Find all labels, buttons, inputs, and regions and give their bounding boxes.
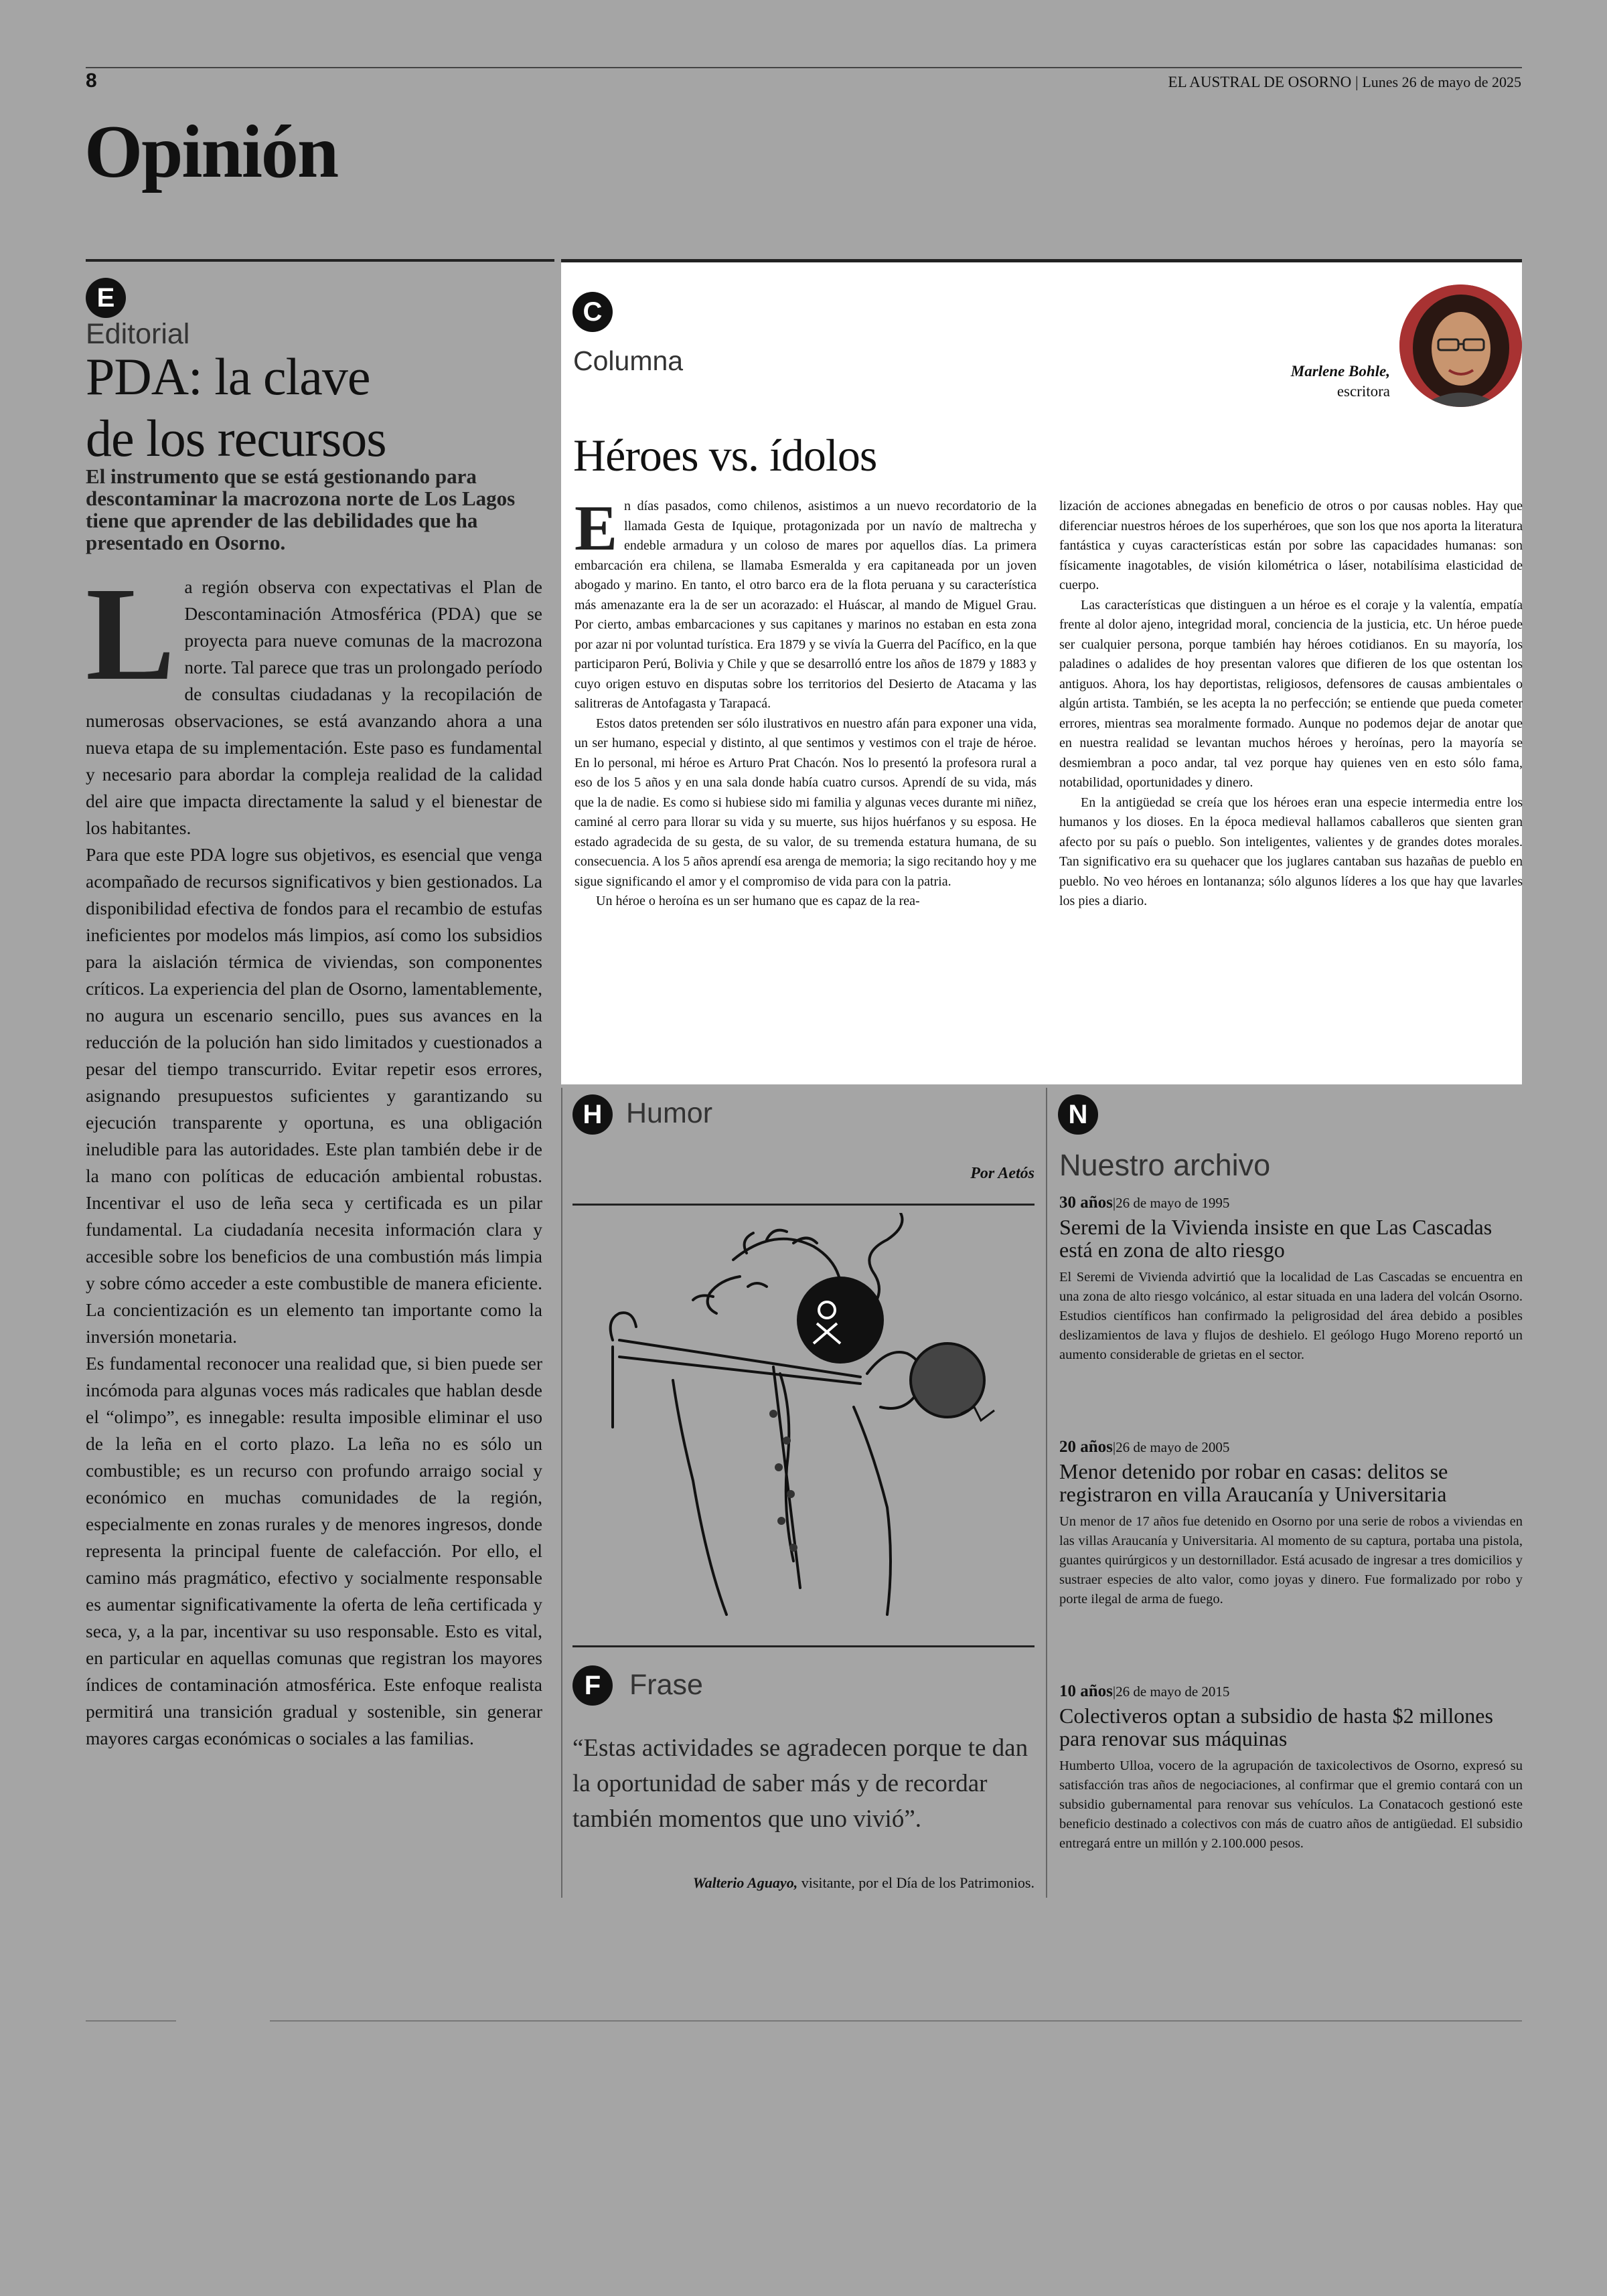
editorial-top-rule bbox=[86, 259, 554, 262]
column-author bbox=[1152, 361, 1390, 402]
editorial-title-line1: PDA: la clave bbox=[86, 347, 370, 406]
frase-top-rule bbox=[572, 1645, 1035, 1647]
archive-item-body bbox=[1059, 1268, 1523, 1365]
editorial-paragraph-2: Para que este PDA logre sus objetivos, es esencial que venga acompañado de recursos significativos y bien gestionados. La disponibilidad efectiva de fondos para el recambio de estufas ineficientes por modelos más limpios, así como los subsidios para la aislación térmica de viviendas, son componentes críticos. La experiencia del plan de Osorno, lamentablemente, no augura un escenario sencillo, pues sus avances en la reducción de la polución han sido limitados y cuestionados a pesar del tiempo transcurrido. Evitar repetir esos errores, asignando presupuestos suficientes y garantizando su ejecución transparente y oportuna, es una obligación ineludible para las autoridades. Este plan también debe ir de la mano con políticas de educación ambiental robustas. Incentivar el uso de leña seca y certificada es un pilar fundamental. La ciudadanía necesita información clara y accesible sobre los beneficios de una combustión más limpia y sobre cómo acceder a este combustible de manera eficiente. La concientización es un elemento tan importante como la inversión monetaria. bbox=[86, 844, 542, 1347]
archive-item-dateline bbox=[1059, 1192, 1523, 1214]
cartoon-slingshot-icon bbox=[572, 1213, 1035, 1621]
column-kicker: Columna bbox=[573, 345, 684, 376]
archive-item-headline: Colectiveros optan a subsidio de hasta $2 millones para renovar sus máquinas bbox=[1059, 1704, 1493, 1750]
column-right-paragraph-1: lización de acciones abnegadas en beneficio de otros o por causas nobles. Hay que diferenciar nuestros héroes de los superhéroes, que son los que nos aporta la literatura fantástica y cuyas características están por sobre las capacidades humanas: son físicamente inagotables, de visión kilométrica o láser, notabilísima elasticidad de cuerpo. bbox=[1059, 499, 1523, 592]
archive-item-years: 30 años bbox=[1059, 1194, 1113, 1212]
humor-rule bbox=[572, 1204, 1035, 1206]
editorial-dropcap: L bbox=[86, 560, 175, 708]
archive-item-years: 20 años bbox=[1059, 1438, 1113, 1456]
masthead-separator: | bbox=[1355, 74, 1359, 90]
masthead-line bbox=[1168, 74, 1521, 91]
footer-rule-left bbox=[86, 2020, 176, 2022]
humor-badge: H bbox=[572, 1094, 613, 1135]
archive-item-dateline bbox=[1059, 1436, 1523, 1459]
archive-item-headline: Seremi de la Vivienda insiste en que Las Cascadas está en zona de alto riesgo bbox=[1059, 1215, 1493, 1262]
column-left-paragraph-2: Estos datos pretenden ser sólo ilustrativos en nuestro afán para exponer una vida, un ser humano, especial y distinto, al que sentimos y vestimos con el traje de héroe. En lo personal, mi héroe es Arturo Prat Chacón. Nos lo presentó la profesora rural a eso de los 5 años y en una sala donde había cuatro cursos. Aprendí de su vida, más que la de nadie. Es como si hubiese sido mi familia y algunas veces durante mi niñez, caminé al cerro para llorar su vida y su muerte, sus hijos huérfanos y su esposa. He estado agradecida de su gesta, de su valor, de su tremenda estatura humana, de su consecuencia. A los 5 años aprendí esa arenga de memoria; la sigo recitando hoy y me sigue significando el amor y el compromiso de vida para con la patria. bbox=[575, 716, 1037, 889]
frase-attribution-rest: visitante, por el Día de los Patrimonios. bbox=[797, 1874, 1035, 1891]
column-dropcap: E bbox=[575, 492, 618, 564]
cartoon-illustration bbox=[572, 1213, 1035, 1621]
frase-quote: “Estas actividades se agradecen porque te dan la oportunidad de saber más y de recordar también momentos que uno vivió”. bbox=[572, 1734, 1028, 1833]
archive-item-headline: Menor detenido por robar en casas: delitos se registraron en villa Araucanía y Universitaria bbox=[1059, 1459, 1448, 1506]
column-title: Héroes vs. ídolos bbox=[573, 430, 877, 481]
editorial-badge: E bbox=[86, 278, 126, 318]
column-right-paragraph-3: En la antigüedad se creía que los héroes eran una especie intermedia entre los humanos y los dioses. En la época medieval hallamos caballeros que sienten gran afecto por su país o pueblo. Son inteligentes, valientes y de grandes dotes morales. Tan significativo era su quehacer que los juglares cantaban sus hazañas de pueblo en pueblo. No veo héroes en lontananza; sólo algunos líderes a los que hay que lavarles los pies a diario. bbox=[1059, 795, 1523, 908]
column-author-name: Marlene Bohle, bbox=[1290, 363, 1390, 380]
archive-item-date: |26 de mayo de 2015 bbox=[1112, 1684, 1230, 1700]
editorial-deck: El instrumento que se está gestionando para descontaminar la macrozona norte de Los Lagos tiene que aprender de las debilidades que ha presentado en Osorno. bbox=[86, 465, 516, 554]
author-photo-icon bbox=[1399, 284, 1522, 407]
frase-attribution bbox=[572, 1874, 1035, 1892]
divider-vertical-left bbox=[561, 1088, 562, 1898]
archive-item-body bbox=[1059, 1756, 1523, 1854]
frase-kicker: Frase bbox=[629, 1669, 703, 1701]
archive-kicker: Nuestro archivo bbox=[1059, 1148, 1271, 1182]
column-left-text bbox=[575, 492, 1037, 912]
editorial-paragraph-3: Es fundamental reconocer una realidad que, si bien puede ser incómoda para algunas voces más radicales que hablan desde el “olimpo”, es innegable: resulta imposible eliminar el uso de la leña en el corto plazo. La leña no es sólo un combustible; es un recurso con profundo arraigo social y económico en muchas comunidades de la región, especialmente en zonas rurales y de menores ingresos, donde representa la principal fuente de calefacción. Por ello, el camino más pragmático, efectivo y socialmente responsable es aumentar significativamente la oferta de leña certificada y seca, y, a la par, incentivar su uso responsable. Esto es vital, en particular en aquellas comunas que registran los mayores índices de contaminación atmosférica. Este enfoque realista permitirá una transición gradual y sostenible, sin generar mayores cargas económicas o sociales a las familias. bbox=[86, 1353, 542, 1748]
humor-credit: Por Aetós bbox=[970, 1165, 1035, 1182]
archive-item bbox=[1059, 1436, 1523, 1609]
column-right-paragraph-2: Las características que distinguen a un héroe es el coraje y la valentía, empatía frente al dolor ajeno, integridad moral, conciencia de la justicia, etc. Un héroe puede ser cualquier persona, porque también hay héroes cotidianos. En su mayoría, los paladines o adalides de hoy presentan valores que difieren de los que ostentan los antiguos. Ahora, los hay deportistas, religiosos, defensores de causas ambientales o algún artista. También, se les acepta la no perfección; se entiende que pueda cometer errores, mientras sea moralmente formado. Aunque no podemos dejar de anotar que en nuestra realidad se levantan muchos héroes y heroínas, pero la mayoría se desmiembran a poco andar, tal vez porque hay quienes ven en esto sólo fama, notabilidad, oportunidades y dinero. bbox=[1059, 597, 1523, 790]
column-left-paragraph-1: n días pasados, como chilenos, asistimos a un nuevo recordatorio de la llamada Gesta de Iquique, protagonizada por un navío de maltrecha y endeble armadura y un coloso de mares por aquellos días. La primera embarcación era chilena, se llamaba Esmeralda y era capitaneada por un joven abogado y marino. En tanto, el otro barco era de la flota peruana y su característica más amenazante era la de ser un acorazado: el Huáscar, al mando de Miguel Grau. Por cierto, ambas embarcaciones y sus capitanes y marinos no estaban en esta zona por azar ni por voluntad turística. Era 1879 y se vivía la Guerra del Pacífico, en la que participaron Perú, Bolivia y Chile y que se desarrolló entre los años de 1879 y 1883 y cuyo origen estuvo en disputas sobre los territorios del Desierto de Atacama y las salitreras de Antofagasta y Tarapacá. bbox=[575, 499, 1037, 711]
column-top-rule bbox=[561, 259, 1522, 262]
humor-kicker: Humor bbox=[626, 1097, 713, 1129]
masthead: EL AUSTRAL DE OSORNO bbox=[1168, 74, 1352, 90]
editorial-paragraph-1: a región observa con expectativas el Plan de Descontaminación Atmosférica (PDA) que se proyecta para nueve comunas de la macrozona norte. Tal parece que tras un prolongado período de consultas ciudadanas y la recopilación de numerosas observaciones, se está avanzando ahora a una nueva etapa de su implementación. Este paso es fundamental y necesario para abordar la compleja realidad de la calidad del aire que impacta directamente la salud y el bienestar de los habitantes. bbox=[86, 576, 542, 838]
frase-attribution-name: Walterio Aguayo, bbox=[692, 1874, 798, 1891]
footer-rule-right bbox=[270, 2020, 1522, 2022]
page-number: 8 bbox=[86, 70, 97, 92]
archive-item-date: |26 de mayo de 1995 bbox=[1112, 1195, 1230, 1211]
frase-badge: F bbox=[572, 1665, 613, 1706]
archive-item bbox=[1059, 1192, 1523, 1365]
archive-item-years: 10 años bbox=[1059, 1682, 1113, 1700]
archive-item-date: |26 de mayo de 2005 bbox=[1112, 1439, 1230, 1455]
archive-badge: N bbox=[1058, 1094, 1098, 1135]
column-right-text bbox=[1059, 497, 1523, 912]
column-author-role: escritora bbox=[1336, 383, 1390, 400]
archive-item-body bbox=[1059, 1512, 1523, 1609]
archive-item-body-text: Un menor de 17 años fue detenido en Osorno por una serie de robos a viviendas en las villas Araucanía y Universitaria. Al momento de su captura, portaba una pistola, guantes quirúrgicos y un destornillador. Está acusado de ingresar a tres domicilios y sustraer especies de alto valor, como joyas y dinero. Fue formalizado por robo y porte ilegal de arma de fuego. bbox=[1059, 1514, 1523, 1607]
header-top-rule bbox=[86, 67, 1522, 68]
column-left-paragraph-3: Un héroe o heroína es un ser humano que es capaz de la rea- bbox=[596, 894, 920, 908]
section-title: Opinión bbox=[84, 110, 338, 193]
editorial-title bbox=[86, 346, 554, 469]
column-badge: C bbox=[572, 292, 613, 332]
editorial-kicker: Editorial bbox=[86, 318, 190, 350]
archive-item-dateline bbox=[1059, 1680, 1523, 1703]
archive-item bbox=[1059, 1680, 1523, 1854]
editorial-body bbox=[86, 560, 542, 1752]
archive-item-body-text: El Seremi de Vivienda advirtió que la localidad de Las Cascadas se encuentra en una zona de alto riesgo volcánico, al estar situada en una ladera del volcán Osorno. Estudios científicos han confirmado la peligrosidad del área debido a posibles deslizamientos de lava y flujos de deshielo. El geólogo Hugo Moreno reportó un aumento considerable de grietas en el sector. bbox=[1059, 1270, 1523, 1362]
issue-date: Lunes 26 de mayo de 2025 bbox=[1362, 74, 1521, 90]
archive-item-body-text: Humberto Ulloa, vocero de la agrupación de taxicolectivos de Osorno, expresó su satisfacción tras años de negociaciones, al confirmar que el gremio contará con un subsidio gubernamental para renovar sus vehículos. La Conatacoch gestionó este beneficio destinado a colectivos con más de cuatro años de antigüedad. El subsidio entregará entre un millón y 2.100.000 pesos. bbox=[1059, 1758, 1523, 1851]
editorial-title-line2: de los recursos bbox=[86, 409, 386, 467]
author-avatar bbox=[1399, 284, 1522, 407]
divider-vertical-middle bbox=[1046, 1088, 1047, 1898]
